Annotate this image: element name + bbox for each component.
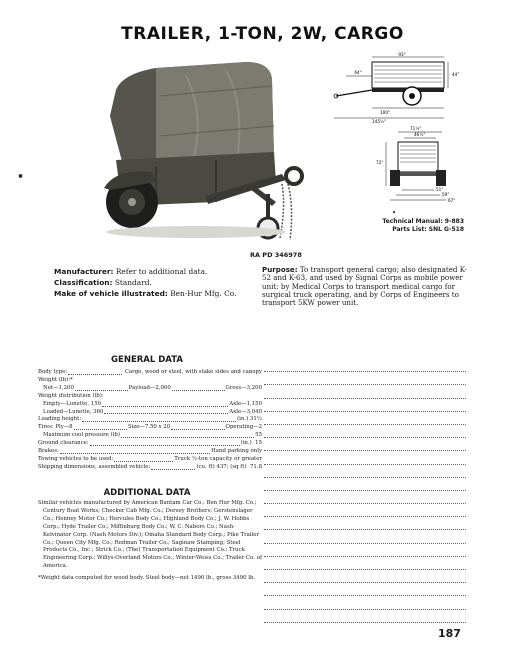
gd-value: (in.) 31½ <box>237 416 262 423</box>
make-label: Make of vehicle illustrated: <box>54 289 168 298</box>
gd-label: Size—7.50 x 20 <box>127 424 171 431</box>
dim-46: 46½" <box>414 132 426 137</box>
bullet: • <box>392 209 397 217</box>
gd-value: Operating—2 <box>225 424 262 431</box>
manual-references <box>340 218 464 234</box>
dim-64: 64" <box>354 70 362 75</box>
gd-value: Gross—3,200 <box>225 384 262 391</box>
dim-100: 100" <box>380 110 390 115</box>
margin-mark: • <box>17 170 25 183</box>
general-data-table <box>38 369 262 472</box>
gd-value: Truck ½-ton capacity or greater <box>174 455 262 462</box>
gd-label: Maximum cool pressure (lb) <box>43 432 120 439</box>
classification-label: Classification: <box>54 278 113 287</box>
gd-value: Axle—3,040 <box>229 408 262 415</box>
parts-list: Parts List: SNL G-518 <box>392 226 464 233</box>
gd-label: Loading height: <box>38 416 82 423</box>
dim-71: 71½" <box>410 126 422 131</box>
manufacturer-value: Refer to additional data. <box>113 267 208 276</box>
purpose-label: Purpose: <box>262 265 298 274</box>
gd-label: Weight distribution (lb): <box>38 392 104 399</box>
photo-caption: RA PD 346978 <box>250 251 302 259</box>
gd-label: Empty—Lunette, 150 <box>43 400 102 407</box>
additional-data <box>38 500 262 583</box>
purpose-text: To transport general cargo; also designated K-52 and K-63, and used by Signal Corps as mobile power unit; by Medical Corps to transport medical cargo for surgical truck operating, and by Corps of Engineers to transport 5KW power unit. <box>262 265 467 308</box>
manufacturer-label: Manufacturer: <box>54 267 114 276</box>
gd-value: Hand parking only <box>211 448 262 455</box>
purpose-paragraph <box>262 266 468 307</box>
gd-label: Towing vehicles to be used: <box>38 455 114 462</box>
gd-label: Ground clearance: <box>38 440 89 447</box>
classification-value: Standard. <box>112 278 152 287</box>
gd-label: Shipping dimensions, assembled vehicle: <box>38 463 151 470</box>
gd-label: Body type: <box>38 369 68 375</box>
dim-44: 44" <box>452 72 460 77</box>
gd-label: Tires: Ply—8 <box>38 424 73 431</box>
gd-value: (in.) 15 <box>240 440 262 447</box>
gd-value: Cargo, wood or steel, with stake sides and canopy <box>123 369 262 375</box>
dim-59: 59" <box>442 192 450 197</box>
trailer-photo <box>96 56 310 250</box>
technical-manual: Technical Manual: 9-883 <box>382 218 464 225</box>
dim-51: 51" <box>436 187 444 192</box>
additional-data-text: Similar vehicles manufactured by American Bantam Car Co.; Ben Hur Mfg. Co.; Century Boat Works; Checker Cab Mfg. Co.; Dorsey Brothers; Gerstenslager Co.; Henney Motor Co.; Hercules Body Co.; Highland Body Co.; J. W. Hobbs Corp.; Hyde Trailer Co.; Miffinburg Body Co.; W. C. Nabors Co.; Nash-Kelvinator Corp. (Nash Motors Div.); Omaha Standard Body Corp.; Pike Trailer Co.; Queen City Mfg. Co.; Redman Trailer Co.; Saginaw Stamping; Steel Products Co., Inc.; Strick Co.; (The) Transportation Equipment Co.; Truck Engineering Corp.; Willys-Overland Motors Co.; Winter-Weiss Co.; Trailer Co. of America. <box>38 500 262 570</box>
page-title: TRAILER, 1-TON, 2W, CARGO <box>121 24 404 44</box>
page-number: 187 <box>438 627 461 640</box>
dim-93: 93" <box>398 52 406 57</box>
dim-72: 72" <box>376 160 384 165</box>
gd-label: Loaded—Lunette, 360 <box>43 408 104 415</box>
weight-footnote: *Weight data computed for wood body. Steel body—net 1490 lb., gross 3490 lb. <box>38 575 256 582</box>
gd-value: 55 <box>255 432 262 439</box>
make-value: Ben-Hur Mfg. Co. <box>167 289 237 298</box>
dim-67: 67" <box>448 198 456 203</box>
vehicle-info <box>54 266 254 299</box>
gd-label: Weight (lb):* <box>38 376 73 383</box>
general-data-heading: GENERAL DATA <box>111 355 183 365</box>
gd-label: Net—1,200 <box>43 384 74 391</box>
additional-data-heading: ADDITIONAL DATA <box>103 488 191 498</box>
gd-value: (cu. ft) 437; (sq ft) 71.8 <box>196 463 262 470</box>
gd-label: Brakes: <box>38 448 59 455</box>
blank-ruled-lines <box>264 359 466 623</box>
dimension-drawings <box>332 52 464 204</box>
gd-value: Axle—1,150 <box>229 400 262 407</box>
dim-145: 145½" <box>372 119 386 124</box>
gd-label: Payload—2,000 <box>128 384 171 391</box>
